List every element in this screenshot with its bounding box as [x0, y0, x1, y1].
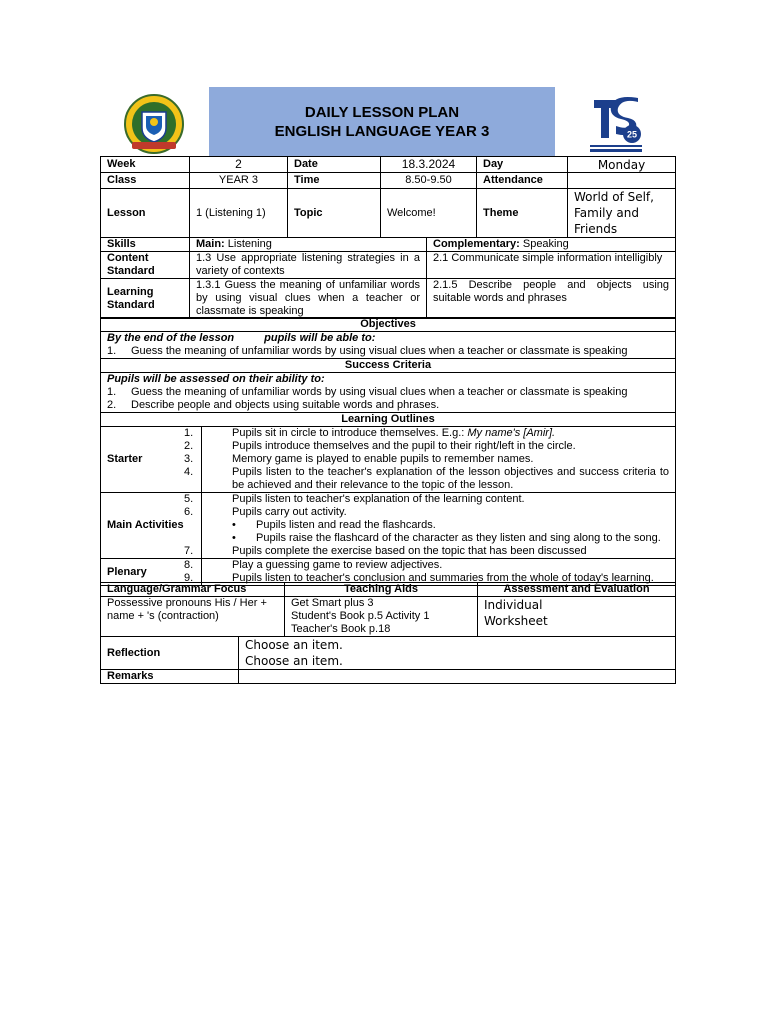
skills-label: Skills: [101, 238, 190, 252]
time-value: 8.50-9.50: [381, 173, 477, 189]
title-band: [209, 87, 555, 156]
starter-list: [184, 427, 676, 493]
main-bullet: • Pupils listen and read the flashcards.: [232, 519, 436, 531]
day-value: Monday: [568, 157, 676, 173]
title-line-2: ENGLISH LANGUAGE YEAR 3: [274, 123, 490, 140]
main-item: 6. Pupils carry out activity.: [184, 506, 347, 518]
success-item: 2. Describe people and objects using suitable words and phrases.: [107, 399, 440, 411]
theme-label: Theme: [477, 189, 568, 238]
content-standard-label: Content Standard: [101, 252, 190, 279]
assessment-heading: Assessment and Evaluation: [478, 583, 676, 597]
language-focus-heading: Language/Grammar Focus: [101, 583, 285, 597]
starter-label: Starter: [101, 427, 202, 493]
assessment-item: Worksheet: [484, 614, 548, 628]
teaching-aids-heading: Teaching Aids: [285, 583, 478, 597]
class-label: Class: [101, 173, 190, 189]
comp-skill: [427, 238, 676, 252]
learning-standard-label: Learning Standard: [101, 279, 190, 319]
success-item: 1. Guess the meaning of unfamiliar words by using visual clues when a teacher or classmate is speaking: [107, 386, 628, 398]
starter-item: 2. Pupils introduce themselves and the pupil to their right/left in the circle.: [184, 440, 576, 452]
reflection-dropdown[interactable]: Choose an item.: [245, 638, 343, 652]
attendance-label: Attendance: [477, 173, 568, 189]
main-skill: [190, 238, 427, 252]
main-activities-label: Main Activities: [101, 493, 202, 559]
objectives-body: [101, 332, 676, 359]
objectives-heading: Objectives: [101, 318, 676, 332]
content-standard-comp: 2.1 Communicate simple information intelligibly: [427, 252, 676, 279]
topic-value: Welcome!: [381, 189, 477, 238]
remarks-value[interactable]: [239, 670, 676, 684]
assessment-item: Individual: [484, 598, 543, 612]
teaching-aid-item: Teacher's Book p.18: [291, 623, 391, 635]
plenary-item: 8. Play a guessing game to review adjectives.: [184, 559, 443, 571]
main-activities-list: [184, 493, 676, 559]
week-label: Week: [101, 157, 190, 173]
success-body: [101, 373, 676, 413]
ts25-logo: [586, 94, 646, 154]
lesson-info-table: [100, 156, 676, 238]
plenary-item: 9. Pupils listen to teacher's conclusion and summaries from the whole of today's learning.: [184, 572, 654, 584]
teaching-aid-item: Get Smart plus 3: [291, 597, 374, 609]
main-bullet: • Pupils raise the flashcard of the character as they listen and sing along to the song.: [232, 532, 661, 544]
reflection-dropdown[interactable]: Choose an item.: [245, 654, 343, 668]
topic-label: Topic: [288, 189, 381, 238]
date-value: 18.3.2024: [381, 157, 477, 173]
learning-standard-comp: 2.1.5 Describe people and objects using suitable words and phrases: [427, 279, 676, 319]
day-label: Day: [477, 157, 568, 173]
content-standard-main: 1.3 Use appropriate listening strategies in a variety of contexts: [190, 252, 427, 279]
starter-item: 3. Memory game is played to enable pupils to remember names.: [184, 453, 534, 465]
svg-text:25: 25: [626, 129, 638, 140]
theme-value: World of Self, Family and Friends: [568, 189, 676, 238]
lesson-label: Lesson: [101, 189, 190, 238]
assessment-list: [478, 597, 676, 637]
language-focus-value: Possessive pronouns His / Her + name + 's (contraction): [101, 597, 285, 637]
main-skill-label: Main:: [196, 238, 225, 250]
school-crest-logo: [118, 94, 190, 154]
comp-skill-value: Speaking: [522, 238, 569, 250]
main-item: 5. Pupils listen to teacher's explanation of the learning content.: [184, 493, 525, 505]
objectives-intro: By the end of the lesson pupils will be able to:: [107, 332, 376, 344]
reflection-label: Reflection: [101, 637, 239, 670]
success-heading: Success Criteria: [101, 359, 676, 373]
title-line-1: DAILY LESSON PLAN: [304, 104, 460, 121]
reflection-table: [100, 636, 676, 684]
date-label: Date: [288, 157, 381, 173]
lesson-value: 1 (Listening 1): [190, 189, 288, 238]
time-label: Time: [288, 173, 381, 189]
attendance-value: [568, 173, 676, 189]
remarks-label: Remarks: [101, 670, 239, 684]
standards-table: [100, 237, 676, 319]
plenary-label: Plenary: [101, 559, 202, 586]
objective-item: 1. Guess the meaning of unfamiliar words by using visual clues when a teacher or classmate is speaking: [107, 345, 628, 357]
teaching-aid-item: Student's Book p.5 Activity 1: [291, 610, 430, 622]
comp-skill-label: Complementary:: [433, 238, 520, 250]
success-intro: Pupils will be assessed on their ability to:: [107, 373, 325, 385]
learning-standard-main: 1.3.1 Guess the meaning of unfamiliar words by using visual clues when a teacher or classmate is speaking: [190, 279, 427, 319]
reflection-dropdowns: [239, 637, 676, 670]
main-item: 7. Pupils complete the exercise based on the topic that has been discussed: [184, 545, 587, 557]
focus-table: [100, 582, 676, 637]
starter-item: 4. Pupils listen to the teacher's explanation of the lesson objectives and success criteria to be achieved and their relevance to the topic of the lesson.: [184, 466, 670, 491]
objectives-table: [100, 317, 676, 586]
teaching-aids-list: [285, 597, 478, 637]
outlines-heading: Learning Outlines: [101, 413, 676, 427]
starter-item: 1. Pupils sit in circle to introduce themselves. E.g.: My name's [Amir].: [184, 427, 556, 439]
main-skill-value: Listening: [227, 238, 272, 250]
class-value: YEAR 3: [190, 173, 288, 189]
week-value: 2: [190, 157, 288, 173]
